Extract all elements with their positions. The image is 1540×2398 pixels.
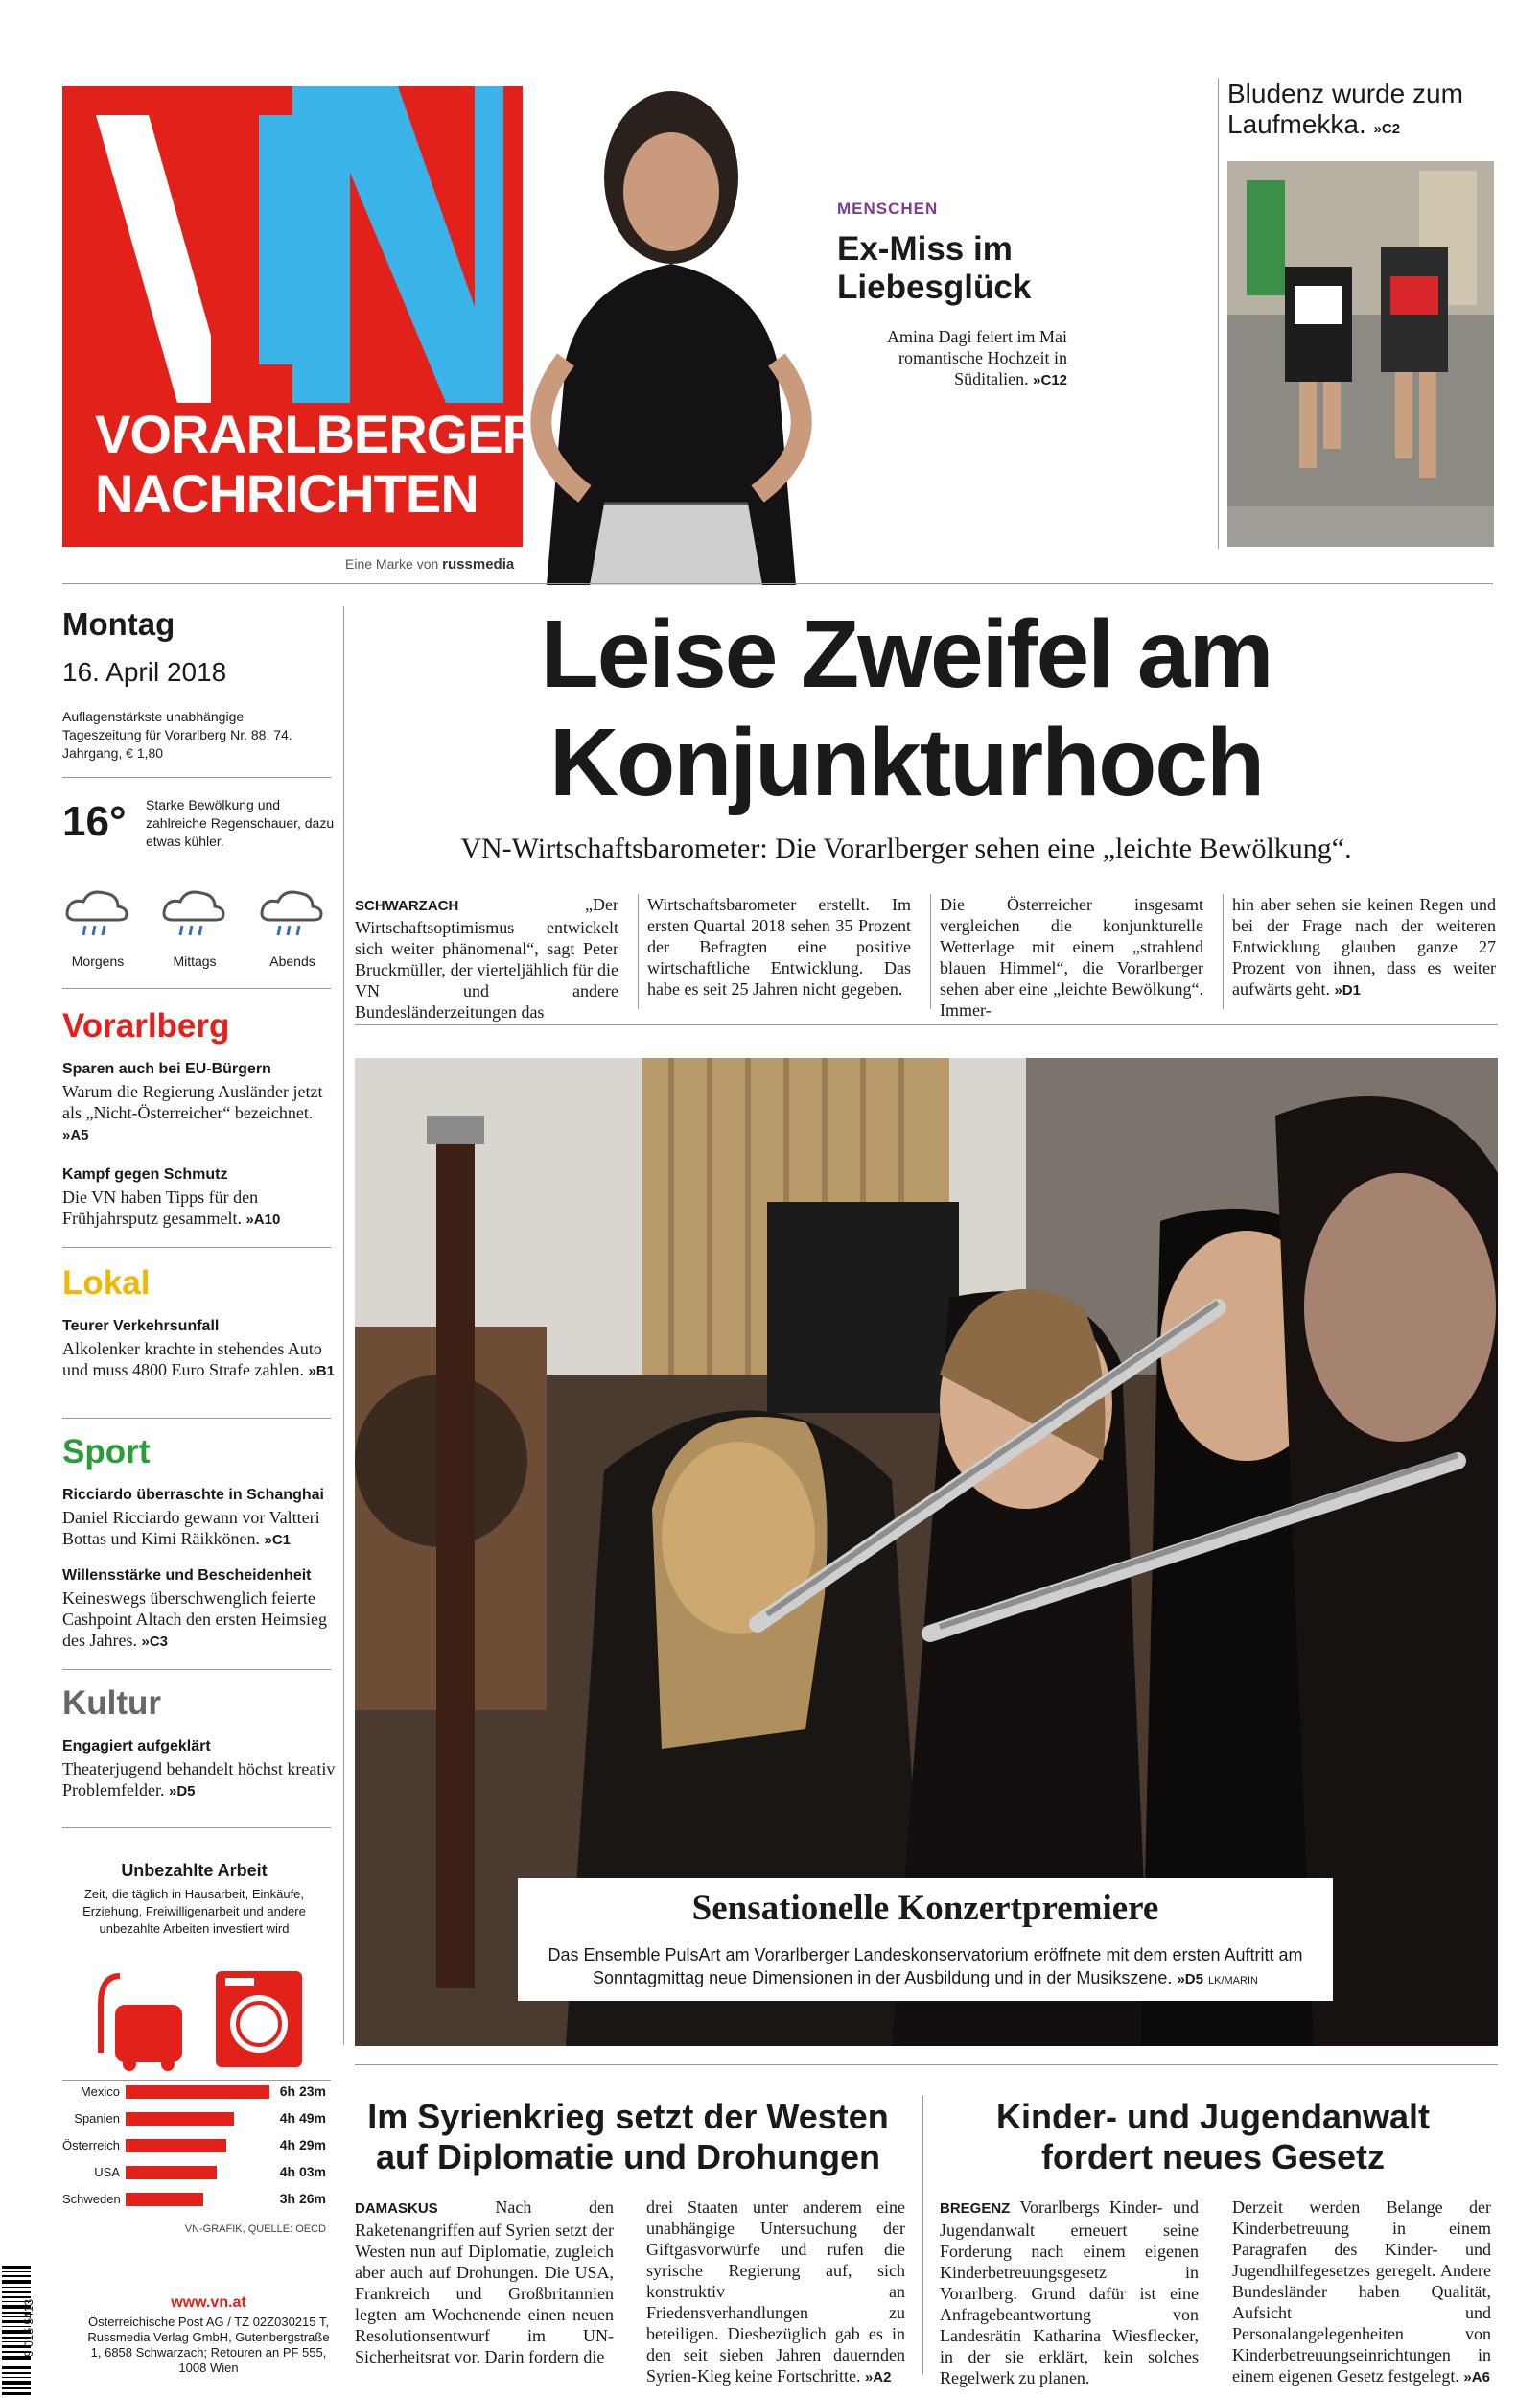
chart-category: Schweden [62,2192,121,2206]
top-right-headline[interactable]: Bludenz wurde zum Laufmekka. »C2 [1227,79,1463,139]
chart-category: USA [94,2165,120,2179]
news-head[interactable]: Ricciardo überraschte in Schanghai [62,1487,324,1503]
article-left-ref[interactable]: »A2 [864,2369,892,2386]
chart-source: VN-GRAFIK, QUELLE: OECD [184,2223,326,2235]
news-head[interactable]: Engagiert aufgeklärt [62,1738,211,1754]
photo-caption-text: Das Ensemble PulsArt am Vorarlberger Landeskonservatorium eröffnete mit dem ersten Auftritt am Sonntagmittag neue Dimensionen in der Ausbildung und in der Musikszene. »D5 LK/MARIN [548,1945,1303,1987]
chart-value-label: 4h 49m [279,2110,326,2126]
article-left-column-2: drei Staaten unter anderem eine unabhängige Untersuchung der Giftgasvorwürfe und rufen die syrische Regierung auf, sich konstruktiv an Friedensverhandlungen zu beteiligen. Diesbezüglich gab es in den seit sieben Jahren dauernden Syrien-Kieg keine Fortschritte. »A2 [646,2198,905,2386]
divider [1218,79,1219,549]
divider [62,2080,331,2081]
marke-prefix: Eine Marke von [345,556,439,572]
rain-cloud-icon [161,887,228,945]
issue-imprint: Auflagenstärkste unabhängige Tageszeitung für Vorarlberg Nr. 88, 74. Jahrgang, € 1,80 [62,709,292,761]
news-text: Warum die Regierung Ausländer jetzt als „Nicht-Österreicher“ bezeichnet. »A5 [62,1082,323,1143]
news-text: Daniel Ricciardo gewann vor Valtteri Bottas und Kimi Räikkönen. »C1 [62,1508,320,1548]
top-right-ref: »C2 [1373,121,1401,137]
news-ref[interactable]: »D5 [168,1783,196,1799]
imprint-fineprint: Österreichische Post AG / TZ 02Z030215 T, Russmedia Verlag GmbH, Gutenbergstraße 1, 6858 Schwarzach; Retouren an PF 555, 1008 Wien [87,2315,330,2375]
divider [343,606,344,2045]
news-ref[interactable]: »C1 [264,1532,292,1548]
section-title-lokal[interactable]: Lokal [62,1264,151,1302]
brand-line-1: VORARLBERGER [95,404,541,464]
article-right-dateline: BREGENZ [940,2200,1011,2217]
section-title-kultur[interactable]: Kultur [62,1684,162,1722]
teaser-kicker: MENSCHEN [837,200,939,218]
chart-title: Unbezahlte Arbeit [121,1861,268,1880]
news-text: Die VN haben Tipps für den Frühjahrsputz gesammelt. »A10 [62,1187,281,1228]
rain-cloud-icon [259,887,326,945]
divider [1223,894,1224,1009]
lead-dateline: SCHWARZACH [355,898,459,914]
divider [355,1024,1498,1025]
news-head[interactable]: Willensstärke und Bescheidenheit [62,1567,312,1584]
article-right-column-1: BREGENZ Vorarlbergs Kinder- und Jugendanwalt erneuert seine Forderung nach einem eigenen Kinderbetreuungsgesetz in Vorarlberg. Grund dafür ist eine Anfragebeantwortung von Landesrätin Katharina Wiesflecker, in der sie erklärt, kein solches Regelwerk zu planen. [940,2198,1199,2387]
lead-column-1: SCHWARZACH „Der Wirtschaftsoptimismus entwickelt sich weiter phänomenal“, sagt Peter Bruckmüller, der vierteljählich für die VN und andere Bundesländerzeitungen das [355,895,618,1022]
barcode-number: 9 015 5413 [22,2298,35,2358]
lead-ref[interactable]: »D1 [1334,982,1361,999]
news-ref[interactable]: »A10 [245,1211,281,1228]
chart-row [62,2108,326,2131]
chart-bar [126,2112,234,2126]
chart-category: Österreich [62,2138,120,2152]
runners-photo[interactable] [1227,161,1494,547]
news-head[interactable]: Sparen auch bei EU-Bürgern [62,1061,271,1077]
vacuum-cleaner-icon [101,1976,182,2071]
website-link[interactable]: www.vn.at [171,2294,246,2311]
news-text: Alkolenker krachte in stehendes Auto und muss 4800 Euro Strafe zahlen. »B1 [62,1339,335,1379]
news-text: Theaterjugend behandelt höchst kreativ Problemfelder. »D5 [62,1759,336,1799]
lead-column-2: Wirtschaftsbarometer erstellt. Im ersten Quartal 2018 sehen 35 Prozent der Befragten eine positive wirtschaftliche Entwicklung. Das habe es seit 25 Jahren nicht gegeben. [647,895,911,999]
news-ref[interactable]: »B1 [308,1363,335,1379]
weather-period: Morgens [71,953,125,969]
chart-row [62,2162,326,2185]
teaser-headline[interactable]: Ex-Miss im Liebesglück [837,230,1032,306]
rain-cloud-icon [64,887,131,945]
lead-subhead: VN-Wirtschaftsbarometer: Die Vorarlberger sehen eine „leichte Bewölkung“. [460,833,1352,864]
news-text: Keineswegs überschwenglich feierte Cashpoint Altach den ersten Heimsieg des Jahres. »C3 [62,1588,327,1650]
news-ref[interactable]: »A5 [62,1127,89,1143]
article-right-headline[interactable]: Kinder- und Jugendanwalt fordert neues Gesetz [995,2097,1430,2176]
chart-illustration [91,1957,321,2072]
article-right-ref[interactable]: »A6 [1463,2369,1490,2386]
article-left-column-1: DAMASKUS Nach den Raketenangriffen auf Syrien setzt der Westen nun auf Diplomatie, zugleich aber auch auf Drohungen. Die USA, Frankreich und Großbritannien legten am Wochenende einen neuen Resolutionsentwurf im UN-Sicherheitsrat vor. Darin fordern die [355,2198,615,2366]
divider [930,894,931,1009]
weather-period: Mittags [173,953,217,969]
divider [62,1418,331,1419]
chart-bar [126,2193,203,2206]
photo-ref[interactable]: »D5 [1177,1971,1203,1987]
divider [922,2096,923,2374]
divider [62,988,331,989]
divider [62,1827,331,1828]
news-head[interactable]: Kampf gegen Schmutz [62,1166,228,1183]
chart-row [62,2135,326,2158]
photo-caption-title[interactable]: Sensationelle Konzertpremiere [691,1889,1159,1928]
divider [355,2064,1498,2065]
issue-day: Montag [62,606,175,642]
brand-line-2: NACHRICHTEN [95,463,478,524]
news-head[interactable]: Teurer Verkehrsunfall [62,1318,220,1334]
divider [62,1247,331,1248]
divider [62,777,331,778]
chart-subtitle: Zeit, die täglich in Hausarbeit, Einkäufe, Erziehung, Freiwilligenarbeit und andere unbezahlte Arbeiten investiert wird [82,1887,306,1936]
chart-category: Spanien [74,2111,120,2126]
chart-row [62,2189,326,2212]
news-ref[interactable]: »C3 [141,1634,169,1650]
chart-bar [126,2166,217,2179]
teaser-text: Amina Dagi feiert im Mai romantische Hochzeit in Süditalien. »C12 [887,327,1067,388]
chart-value-label: 3h 26m [279,2191,326,2206]
weather-text: Starke Bewölkung und zahlreiche Regenschauer, dazu etwas kühler. [146,797,335,849]
photo-credit: LK/MARIN [1207,1975,1258,1987]
article-left-headline[interactable]: Im Syrienkrieg setzt der Westen auf Diplomatie und Drohungen [367,2097,889,2176]
article-right-column-2: Derzeit werden Belange der Kinderbetreuung in einem Paragrafen des Kinder- und Jugendhilfegesetzes geregelt. Andere Bundesländer haben Qualität, Aufsicht und Personalangelegenheiten von Kinderbetreuungseinrichtungen in einem eigenen Gesetz festgelegt. »A6 [1232,2198,1491,2386]
chart-value-label: 4h 03m [279,2164,326,2179]
chart-row [62,2081,326,2104]
chart-category: Mexico [80,2084,120,2099]
weather-period: Abends [269,953,315,969]
issue-date: 16. April 2018 [62,657,227,687]
chart-value-label: 6h 23m [279,2083,326,2099]
lead-headline[interactable]: Leise Zweifel am Konjunkturhoch [540,600,1272,816]
article-left-dateline: DAMASKUS [355,2200,438,2217]
temperature: 16° [62,798,127,845]
teaser-ref[interactable]: »C12 [1033,372,1067,388]
chart-bar [126,2085,269,2099]
washing-machine-icon [216,1971,302,2067]
marke-name: russmedia [442,556,515,573]
section-title-sport[interactable]: Sport [62,1433,151,1470]
chart-value-label: 4h 29m [279,2137,326,2152]
divider [638,894,639,1009]
chart-bar [126,2139,226,2152]
divider [62,583,1493,584]
lead-column-3: Die Österreicher insgesamt vergleichen die konjunkturelle Wetterlage mit einem „strahlend blauen Himmel“, die Vorarlberger sehen aber eine „leichte Bewölkung“. Immer- [940,895,1203,1020]
lead-column-4: hin aber sehen sie keinen Regen und bei der Frage nach der weiteren Entwicklung glauben ganze 27 Prozent von ihnen, dass es weiter aufwärts geht. »D1 [1232,895,1496,999]
section-title-vorarlberg[interactable]: Vorarlberg [62,1007,230,1045]
divider [62,1669,331,1670]
